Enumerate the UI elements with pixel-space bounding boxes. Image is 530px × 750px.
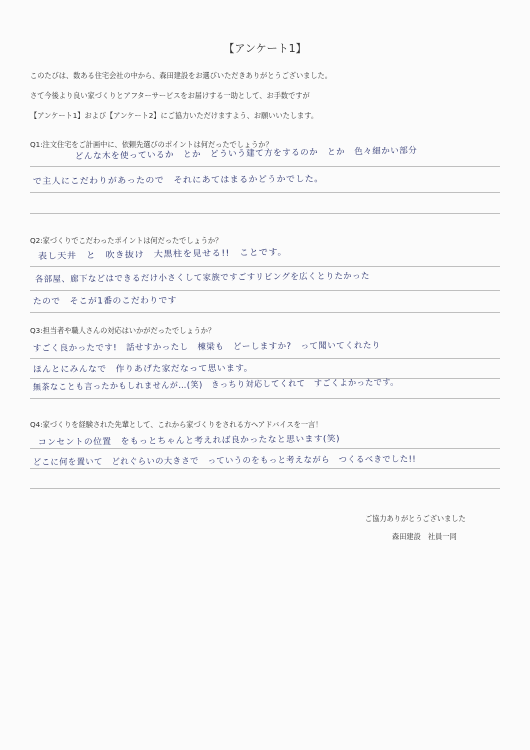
handwritten-answer: 表し天井 と 吹き抜け 大黒柱を見せる!! ことです。 — [37, 247, 288, 262]
question-2-label: Q2:家づくりでこだわったポイントは何だったでしょうか？ — [30, 236, 223, 245]
answer-line — [30, 166, 500, 167]
handwritten-answer: 無茶なことも言ったかもしれませんが…(笑) きっちり対応してくれて すごくよかったです。 — [32, 377, 399, 393]
handwritten-answer: どこに何を置いて どれぐらいの大きさで っていうのをもっと考えながら つくるべきでした!! — [32, 454, 417, 468]
intro-line: このたびは、数ある住宅会社の中から、森田建設をお選びいただきありがとうございました。 — [30, 71, 332, 80]
handwritten-answer: どんな木を使っているか とか どういう建て方をするのか とか 色々細かい部分 — [74, 146, 418, 162]
handwritten-answer: ほんとにみんなで 作りあげた家だなって思います。 — [32, 363, 253, 375]
intro-text — [30, 66, 510, 126]
answer-line — [30, 192, 500, 193]
question-4-label: Q4:家づくりを経験された先輩として、これから家づくりをされる方へアドバイスを一言！ — [30, 420, 323, 429]
handwritten-answer: すごく良かったです! 話せすかったし 棟梁も どーしますか? って聞いてくれたり — [32, 340, 381, 354]
intro-line: さて今後より良い家づくりとアフターサービスをお届けする一助として、お手数ですが — [30, 91, 310, 100]
answer-line — [30, 266, 500, 267]
question-3-label: Q3:担当者や職人さんの対応はいかがだったでしょうか？ — [30, 326, 216, 335]
answer-line — [30, 290, 500, 291]
answer-line — [30, 398, 500, 399]
handwritten-answer: で主人にこだわりがあったので それにあてはまるかどうかでした。 — [32, 174, 324, 187]
question-1-label: Q1:注文住宅をご計画中に、依頼先選びのポイントは何だったでしょうか？ — [30, 140, 273, 149]
handwritten-answer: 各部屋、廊下などはできるだけ小さくして家族ですごすリビングを広くとりたかった — [34, 271, 370, 285]
answer-line — [30, 448, 500, 449]
answer-line — [30, 312, 500, 313]
footer-signature: 森田建設 社員一同 — [392, 532, 457, 541]
intro-line: 【アンケート1】および【アンケート2】にご協力いただけますよう、お願いいたします。 — [30, 111, 319, 120]
answer-line — [30, 213, 500, 214]
footer-thanks: ご協力ありがとうございました — [365, 514, 466, 523]
survey-title: 【アンケート1】 — [223, 42, 307, 55]
answer-line — [30, 358, 500, 359]
handwritten-answer: コンセントの位置 をもっとちゃんと考えれば良かったなと思います(笑) — [37, 434, 341, 448]
answer-line — [30, 488, 500, 489]
answer-line — [30, 468, 500, 469]
handwritten-answer: たので そこが1番のこだわりです — [32, 295, 178, 307]
